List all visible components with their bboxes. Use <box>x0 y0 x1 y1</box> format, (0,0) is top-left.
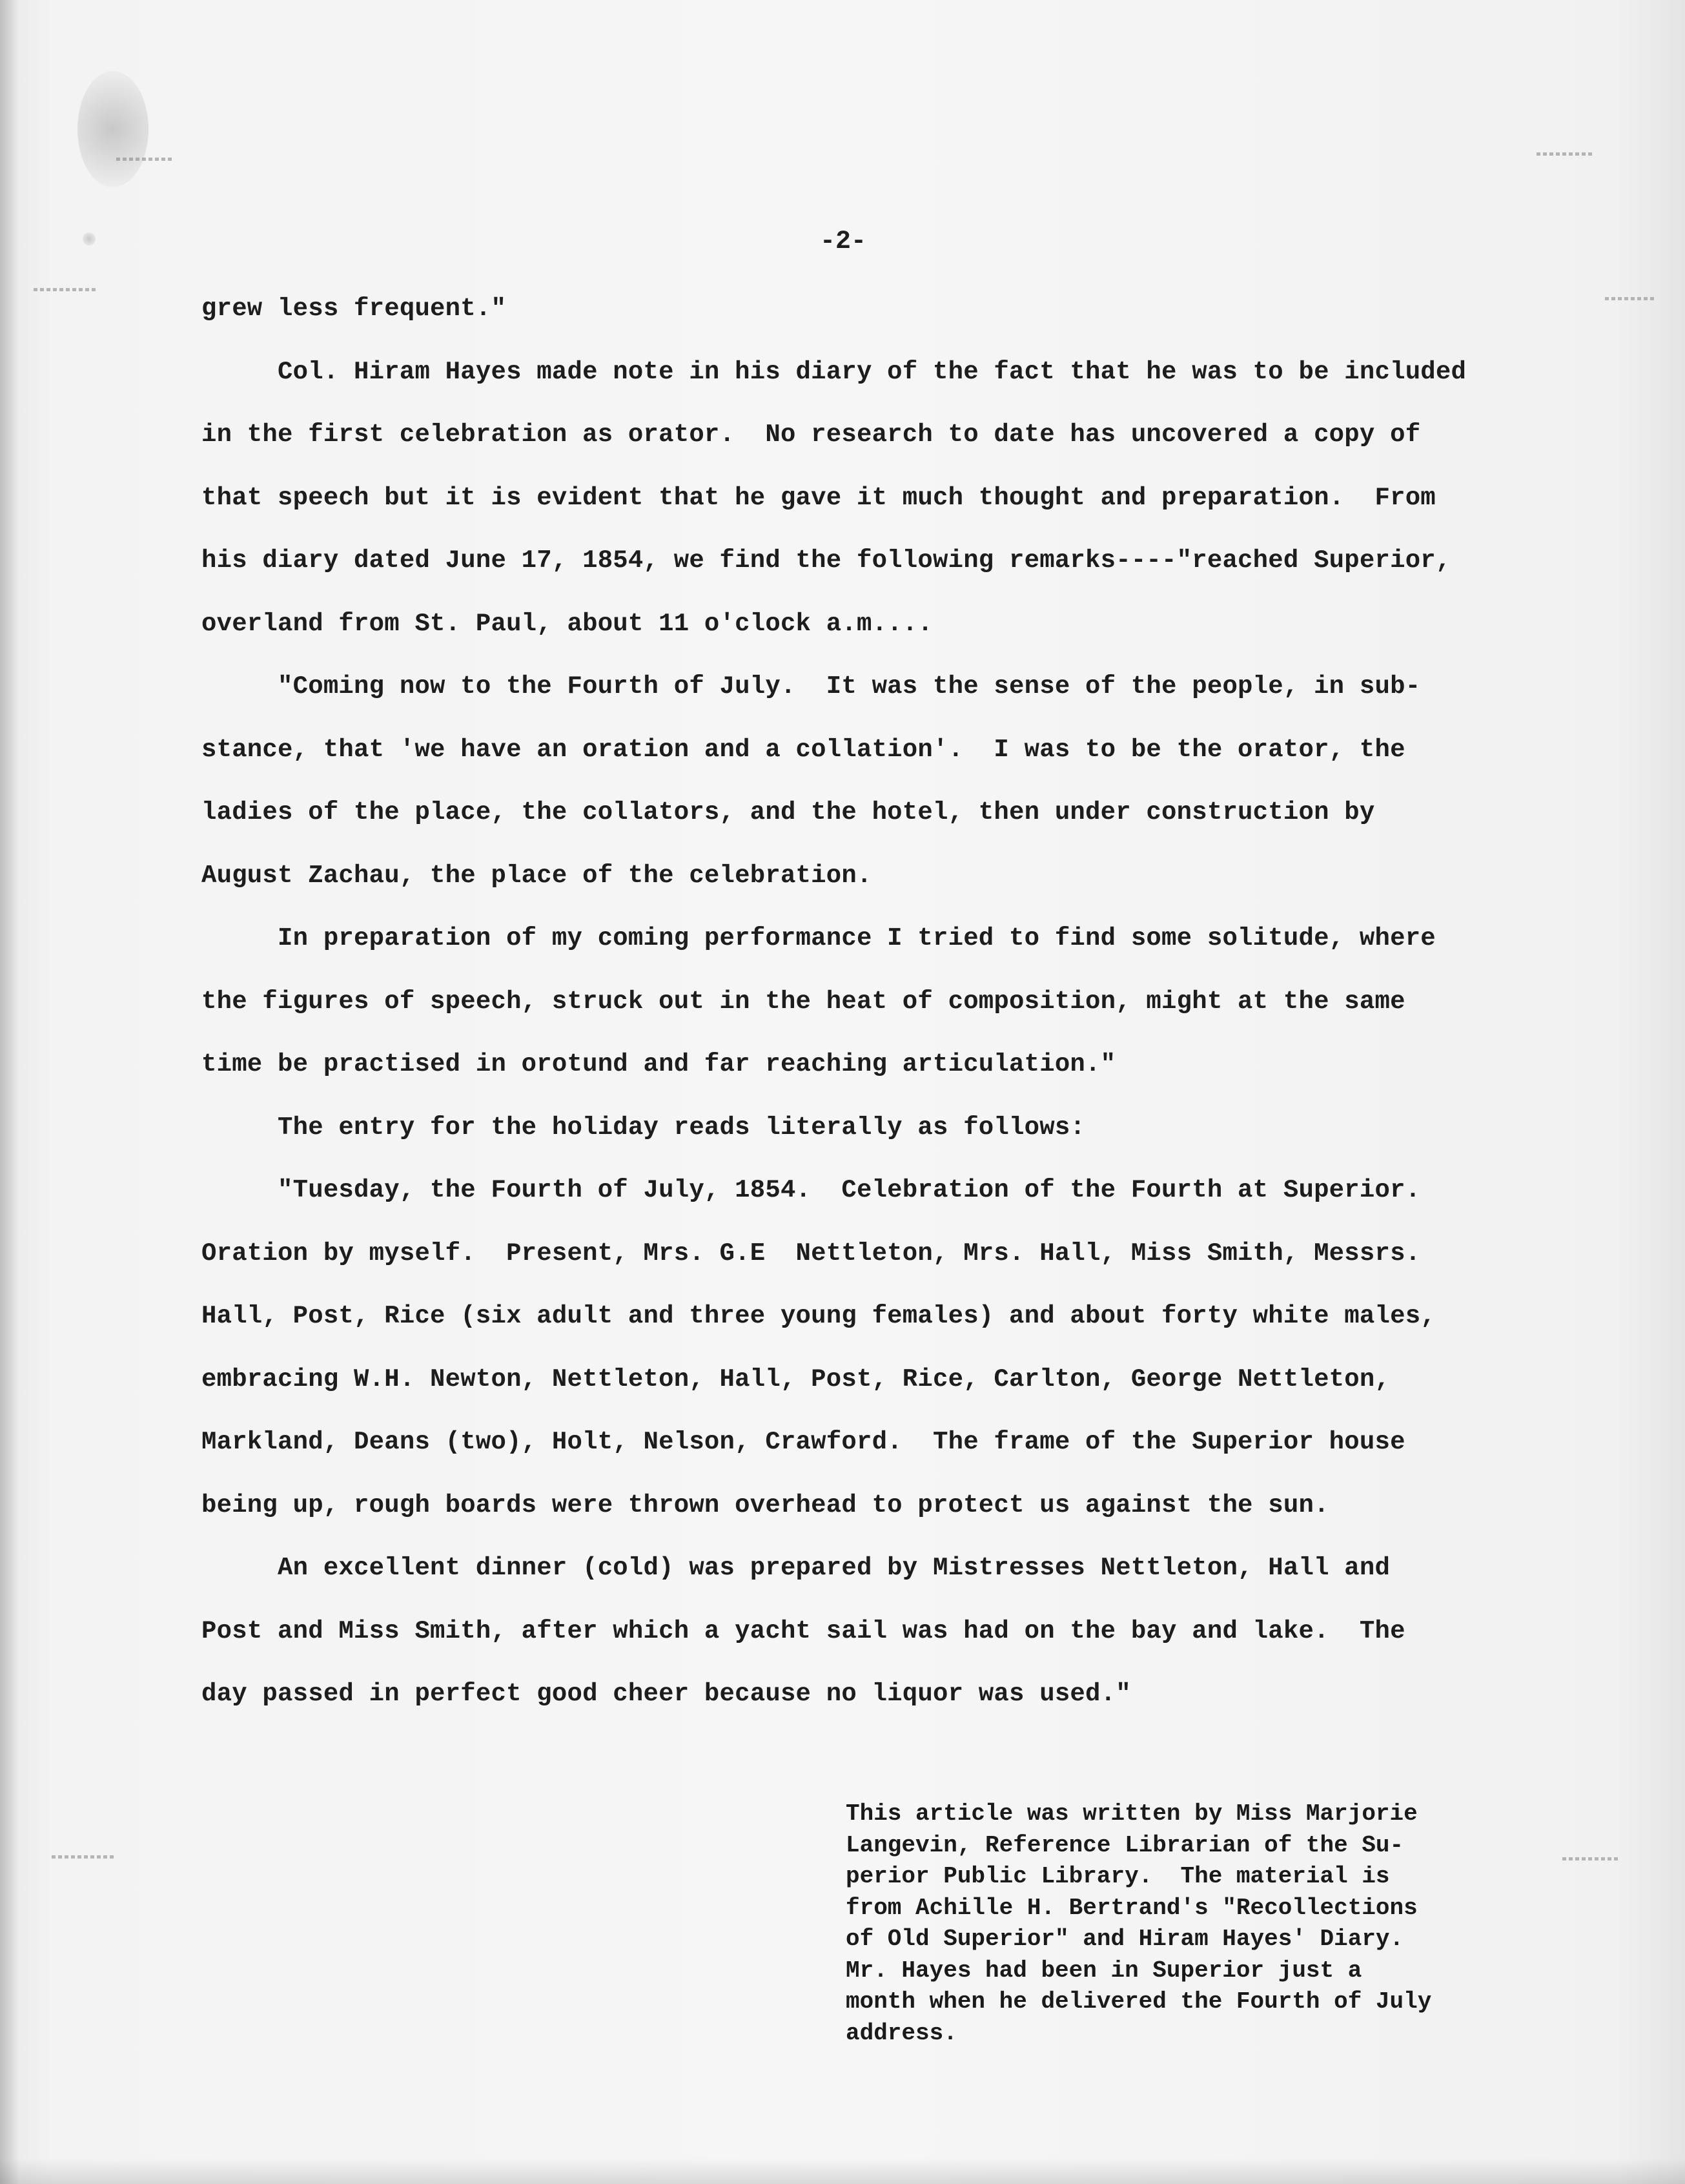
page-bottom-shadow <box>0 2158 1685 2184</box>
text-line: stance, that 'we have an oration and a collation'. I was to be the orator, the <box>201 735 1405 764</box>
note-line: perior Public Library. The material is <box>846 1863 1390 1890</box>
text-line: overland from St. Paul, about 11 o'clock a.m.... <box>201 609 933 638</box>
text-line: "Tuesday, the Fourth of July, 1854. Celebration of the Fourth at Superior. <box>201 1176 1421 1204</box>
text-line: Oration by myself. Present, Mrs. G.E Nettleton, Mrs. Hall, Miss Smith, Messrs. <box>201 1239 1421 1268</box>
note-line: of Old Superior" and Hiram Hayes' Diary. <box>846 1926 1404 1952</box>
text-line: ladies of the place, the collators, and the hotel, then under construction by <box>201 798 1375 827</box>
note-line: from Achille H. Bertrand's "Recollections <box>846 1894 1418 1921</box>
margin-mark <box>52 1855 116 1859</box>
text-line: that speech but it is evident that he gave it much thought and preparation. From <box>201 483 1436 512</box>
text-line: Markland, Deans (two), Holt, Nelson, Crawford. The frame of the Superior house <box>201 1428 1405 1456</box>
text-line: The entry for the holiday reads literally as follows: <box>201 1113 1086 1142</box>
text-line: Col. Hiram Hayes made note in his diary of the fact that he was to be included <box>201 357 1467 386</box>
margin-mark <box>34 288 98 291</box>
note-line: address. <box>846 2019 957 2046</box>
note-line: This article was written by Miss Marjorie <box>846 1800 1418 1827</box>
text-line: grew less frequent." <box>201 294 507 323</box>
margin-mark <box>1562 1857 1620 1860</box>
note-line: Langevin, Reference Librarian of the Su- <box>846 1831 1404 1859</box>
text-line: Post and Miss Smith, after which a yacht sail was had on the bay and lake. The <box>201 1616 1405 1645</box>
text-line: An excellent dinner (cold) was prepared by Mistresses Nettleton, Hall and <box>201 1554 1391 1582</box>
text-line: day passed in perfect good cheer because no liquor was used." <box>201 1680 1131 1708</box>
page-edge-shadow <box>0 0 19 2184</box>
paper-smudge <box>77 71 148 187</box>
text-line: being up, rough boards were thrown overhead to protect us against the sun. <box>201 1490 1329 1520</box>
text-line: the figures of speech, struck out in the heat of composition, might at the same <box>201 987 1405 1016</box>
note-line: Mr. Hayes had been in Superior just a <box>846 1957 1362 1984</box>
text-line: embracing W.H. Newton, Nettleton, Hall, Post, Rice, Carlton, George Nettleton, <box>201 1365 1391 1394</box>
article-body <box>201 291 1564 1739</box>
margin-mark <box>1605 297 1657 300</box>
text-line: his diary dated June 17, 1854, we find the following remarks----"reached Superior, <box>201 546 1451 575</box>
page-number: -2- <box>820 227 867 256</box>
text-line: "Coming now to the Fourth of July. It was the sense of the people, in sub- <box>201 672 1421 701</box>
text-line: in the first celebration as orator. No research to date has uncovered a copy of <box>201 420 1421 449</box>
text-line: time be practised in orotund and far reaching articulation." <box>201 1050 1116 1078</box>
text-line: August Zachau, the place of the celebration. <box>201 861 872 890</box>
text-line: Hall, Post, Rice (six adult and three young females) and about forty white males, <box>201 1302 1436 1330</box>
paper-smudge <box>83 232 96 245</box>
note-line: month when he delivered the Fourth of July <box>846 1988 1432 2015</box>
text-line: In preparation of my coming performance I tried to find some solitude, where <box>201 924 1436 953</box>
margin-mark <box>1537 152 1595 156</box>
author-note <box>846 1798 1543 2049</box>
